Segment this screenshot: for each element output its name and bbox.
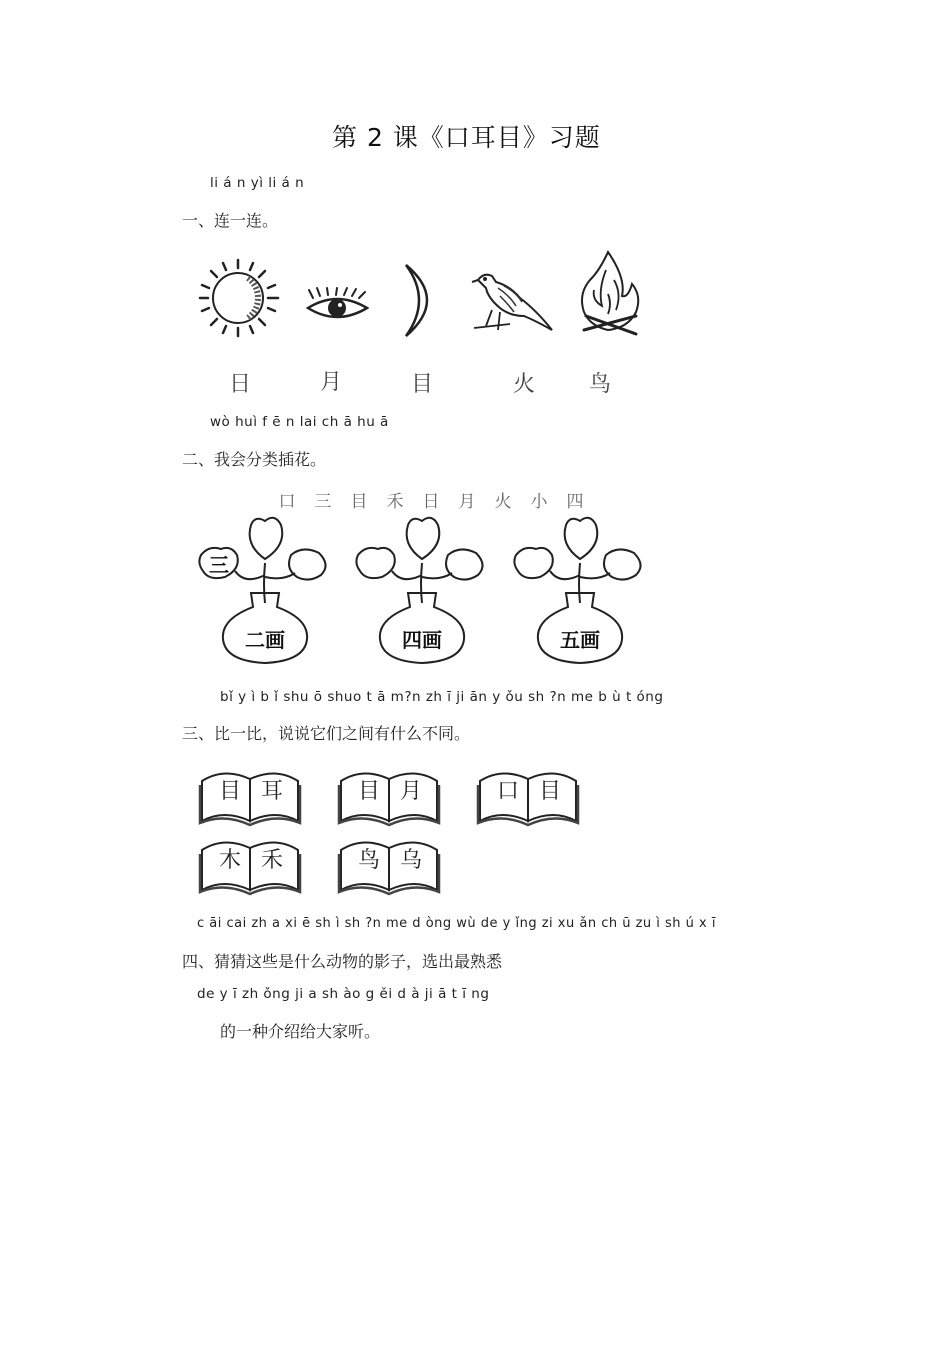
vase-label-3: 五画 <box>560 628 600 652</box>
char-option: 禾 <box>386 492 404 512</box>
section3-pinyin: bǐ y ì b ǐ shu ō shuo t ā m?n zh ī ji ān y ǒu sh ?n me b ù t óng <box>220 689 664 705</box>
book-char: 口 <box>496 779 520 804</box>
section3-heading: 三、比一比，说说它们之间有什么不同。 <box>182 724 471 743</box>
book-3 <box>476 765 580 825</box>
char-option: 四 <box>566 492 584 512</box>
char-option: 口 <box>278 492 296 512</box>
char-option: 小 <box>530 492 548 512</box>
character-list <box>269 487 593 512</box>
flower-vase-3[interactable] <box>510 515 650 667</box>
book-char: 禾 <box>260 848 284 873</box>
char-option: 目 <box>350 492 368 512</box>
flower-char: 三 <box>209 553 229 577</box>
section2-heading: 二、我会分类插花。 <box>182 450 327 469</box>
book-5 <box>337 834 441 894</box>
book-char: 目 <box>218 779 242 804</box>
match-char-5: 鸟 <box>589 372 612 397</box>
char-option: 月 <box>458 492 476 512</box>
eye-icon <box>305 288 375 328</box>
section2-pinyin: wò huì f ē n lai ch ā hu ā <box>210 414 389 430</box>
char-option: 日 <box>422 492 440 512</box>
section4-pinyin-2: de y ī zh ǒng ji a sh ào g ěi d à ji ā t ī ng <box>197 986 490 1002</box>
flower-vase-1[interactable] <box>195 515 335 667</box>
page-title: 第 2 课《口耳目》习题 <box>332 123 601 152</box>
match-char-4: 火 <box>513 372 536 397</box>
fire-icon <box>578 250 642 340</box>
section1-heading: 一、连一连。 <box>182 211 279 230</box>
vase-label-1: 二画 <box>245 628 285 652</box>
book-char: 木 <box>218 848 242 873</box>
section4-pinyin: c āi cai zh a xi ē sh ì sh ?n me d òng wù de y ǐng zi xu ǎn ch ū zu ì sh ú x ī <box>197 916 716 931</box>
match-char-2: 月 <box>320 370 343 395</box>
book-char: 月 <box>399 779 423 804</box>
book-char: 目 <box>538 779 562 804</box>
book-char: 耳 <box>260 779 284 804</box>
section1-pinyin: li á n yì li á n <box>210 175 305 191</box>
char-option: 三 <box>314 492 332 512</box>
sun-icon <box>196 258 286 338</box>
book-4 <box>198 834 302 894</box>
book-char: 目 <box>357 779 381 804</box>
book-2 <box>337 765 441 825</box>
section4-heading: 四、猜猜这些是什么动物的影子，选出最熟悉 <box>182 952 503 971</box>
book-char: 鸟 <box>357 848 381 873</box>
book-1 <box>198 765 302 825</box>
vase-label-2: 四画 <box>402 628 442 652</box>
flower-vase-2[interactable] <box>352 515 492 667</box>
book-char: 乌 <box>399 848 423 873</box>
moon-icon <box>398 262 448 340</box>
section4-line2: 的一种介绍给大家听。 <box>220 1022 381 1041</box>
match-char-1: 日 <box>229 372 252 397</box>
match-char-3: 目 <box>411 372 434 397</box>
char-option: 火 <box>494 492 512 512</box>
bird-icon <box>470 268 556 336</box>
